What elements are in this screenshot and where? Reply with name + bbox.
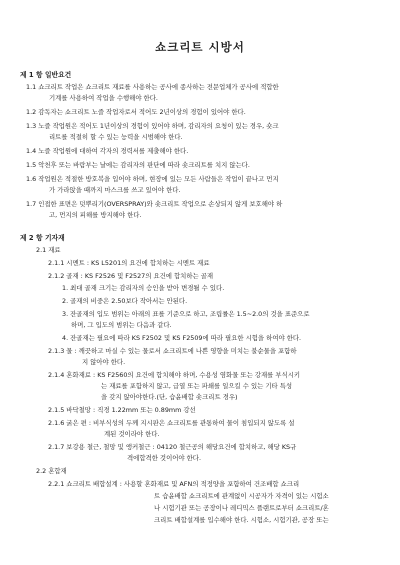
clause-1-1-line1: 1.1 쇼크리트 작업은 쇼크리트 재료를 사용하는 공사에 종사하는 전문업체가 공사에 적합한 — [26, 83, 279, 91]
chapter1-heading: 제 1 항 일반요건 — [20, 71, 72, 79]
material-2-1-7-line2: 격에합격한 것이어야 한다. — [127, 454, 202, 462]
material-2-1-4-line2: 는 재료를 포함하지 않고, 급열 또는 파쇄를 일으킬 수 있는 기타 특성 — [101, 382, 293, 390]
aggregate-item-2: 2. 골재의 비중은 2.50보다 작아서는 안된다. — [62, 297, 188, 305]
clause-1-6-line1: 1.6 작업원은 적절한 방호복을 입어야 하며, 현장에 있는 모든 사람들은 작업이 끝나고 먼지 — [26, 175, 279, 183]
clause-1-3-line1: 1.3 노즐 작업원은 적어도 1년이상의 경험이 있어야 하며, 감리자의 요청이 있는 경우, 숏크 — [26, 122, 279, 130]
clause-1-3-line2: 리트를 적절히 할 수 있는 능력을 시범해야 한다. — [49, 133, 183, 141]
clause-1-7-line2: 고, 먼지의 피해를 방지해야 한다. — [49, 211, 142, 219]
material-2-1-4-line1: 2.1.4 혼화재료 : KS F2560의 요건에 합치해야 하며, 수용성 염화물 또는 강재를 부식시키 — [48, 371, 301, 379]
mix-2-2-1-line1: 2.2.1 쇼크리트 배합설계 : 사용할 혼화재료 및 AFN의 적정양을 포함하여 건조배합 쇼크리 — [48, 480, 300, 488]
clause-1-7-line1: 1.7 인접한 표면은 덧뿌리기(OVERSPRAY)와 숏크리트 작업으로 손상되지 않게 보호해야 하 — [26, 200, 283, 208]
material-2-1-4-line3: 을 갖지 않아야한다.(단, 습윤배합 숏크리트 경우) — [101, 393, 238, 401]
material-2-1-3-line1: 2.1.3 물 : 깨끗하고 마실 수 있는 물로서 쇼크리트에 나쁜 영향을 미치는 불순물을 포함하 — [48, 347, 297, 355]
clause-1-2: 1.2 감독자는 쇼크리트 노즐 작업자로서 적어도 2년이상의 경험이 있어야 한다. — [26, 108, 246, 116]
document-title: 쇼크리트 시방서 — [155, 40, 245, 54]
aggregate-item-4: 4. 잔골재는 필요에 따라 KS F2502 및 KS F2509에 따라 필요한 시험을 하여야 한다. — [62, 334, 302, 342]
mix-2-2-1-line4: 크리트 배합설계를 입수해야 한다. 시험소, 시험기관, 공장 또는 — [154, 516, 329, 524]
material-2-1-3-line2: 지 않아야 한다. — [82, 358, 126, 366]
material-2-1-6-line2: 계된 것이라야 한다. — [104, 430, 160, 438]
material-2-1-7-line1: 2.1.7 보강용 철근, 철망 및 앵커철근 : 04120 철근공의 해당요건에 합치하고, 해당 KS규 — [48, 443, 297, 451]
clause-1-4: 1.4 노즐 작업원에 대하여 각자의 경력서를 제출해야 한다. — [26, 147, 189, 155]
material-2-1-2: 2.1.2 골재 : KS F2526 및 F2527의 요건에 합치하는 골재 — [48, 272, 214, 280]
aggregate-item-3-line2: 하며, 그 입도의 범위는 다음과 같다. — [71, 321, 172, 329]
material-2-1-6-line1: 2.1.6 굵은 편 : 비부식성의 두께 지시판은 쇼크리트를 관통하여 물이 침입되지 않도록 설 — [48, 419, 295, 427]
chapter2-heading: 제 2 항 기자재 — [20, 234, 65, 242]
material-2-1-5: 2.1.5 바닥철망 : 직경 1.22mm 또는 0.89mm 강선 — [48, 406, 196, 414]
section-2-2-heading: 2.2 혼합재 — [36, 467, 67, 475]
aggregate-item-1: 1. 최대 골재 크기는 감리자의 승인을 받아 변경될 수 있다. — [62, 284, 225, 292]
clause-1-5: 1.5 악천후 또는 바람부는 날에는 감리자의 판단에 따라 숏크리트를 치지 않는다. — [26, 161, 250, 169]
clause-1-6-line2: 가 가라앉을 때까지 마스크를 쓰고 있어야 한다. — [49, 186, 181, 194]
mix-2-2-1-line3: 나 시험기관 또는 공장이나 레디믹스 플랜트로부터 쇼크리트/혼 — [154, 504, 329, 512]
mix-2-2-1-line2: 트 습윤배합 쇼크리트에 관계없이 시공자가 자격이 있는 시험소 — [154, 492, 329, 500]
section-2-1-heading: 2.1 재료 — [36, 246, 61, 254]
clause-1-1-line2: 기계를 사용하여 작업을 수행해야 한다. — [49, 94, 158, 102]
material-2-1-1: 2.1.1 시멘트 : KS L5201의 요건에 합치하는 시멘트 재료 — [48, 259, 210, 267]
aggregate-item-3-line1: 3. 잔골재의 입도 범위는 아래의 표를 기준으로 하고, 조립률은 1.5~2.0의 것을 표준으로 — [62, 310, 310, 318]
